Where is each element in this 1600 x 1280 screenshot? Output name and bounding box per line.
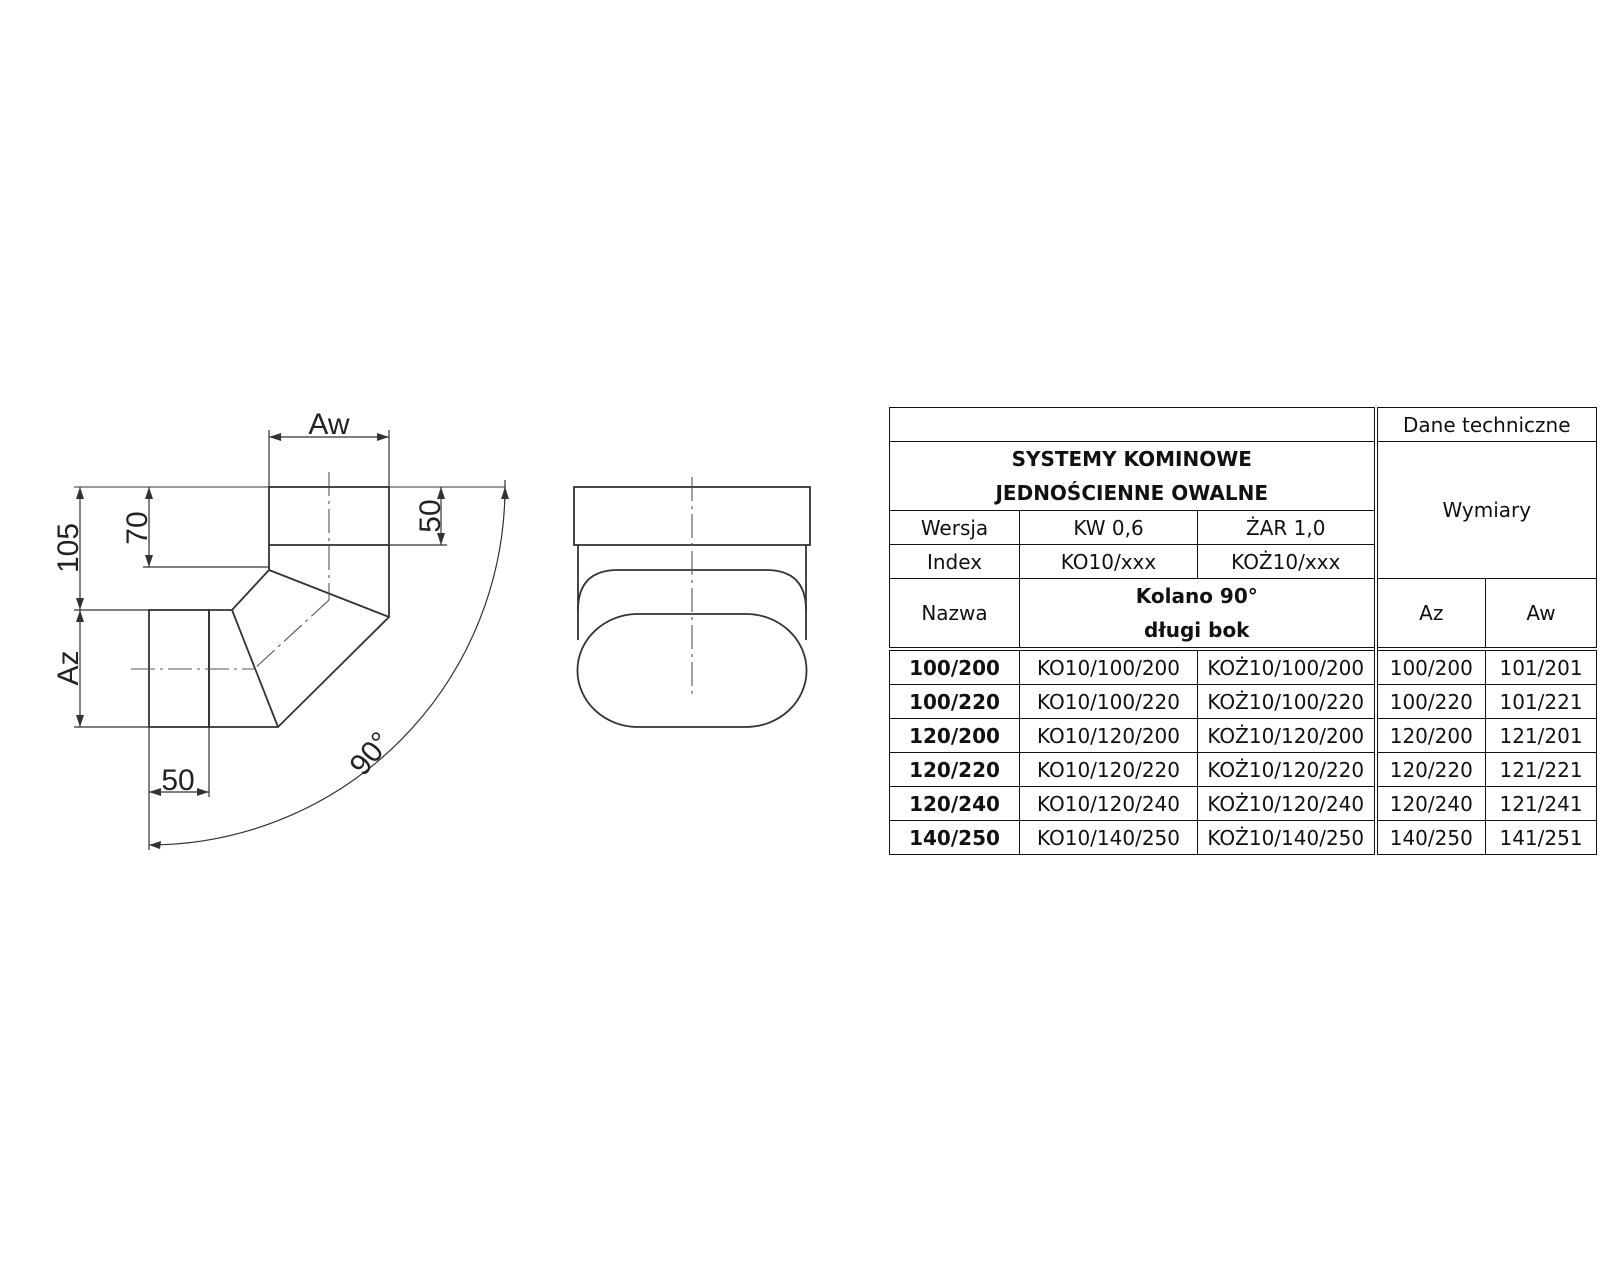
row-index-kw: KO10/120/240 [1020,787,1198,821]
row-name: 120/240 [890,787,1020,821]
table-row [890,787,1597,821]
product-name-line-2: długi bok [1144,618,1250,642]
row-az: 100/200 [1376,649,1486,685]
table-row [890,821,1597,855]
row-index-zar: KOŻ10/100/200 [1198,649,1376,685]
product-name [1020,579,1376,650]
row-name: 120/200 [890,719,1020,753]
index-label: Index [890,545,1020,579]
dim-label-aw: Aw [308,408,350,441]
dim-label-105: 105 [52,522,85,574]
centre-lines [131,472,329,669]
dim-label-50-inlet: 50 [161,764,195,797]
row-aw: 121/201 [1486,719,1597,753]
table-row [890,753,1597,787]
column-header-az: Az [1376,579,1486,650]
name-row [890,579,1597,650]
version-kw: KW 0,6 [1020,511,1198,545]
row-index-kw: KO10/120/220 [1020,753,1198,787]
row-az: 140/250 [1376,821,1486,855]
dim-label-az: Az [52,650,85,686]
row-az: 120/220 [1376,753,1486,787]
row-index-kw: KO10/140/250 [1020,821,1198,855]
index-kw: KO10/xxx [1020,545,1198,579]
row-index-kw: KO10/100/200 [1020,649,1198,685]
product-name-line-1: Kolano 90° [1135,584,1258,608]
dimensions-label: Wymiary [1376,442,1597,579]
table-header-blank [890,408,1376,442]
row-index-zar: KOŻ10/120/240 [1198,787,1376,821]
row-name: 100/220 [890,685,1020,719]
dim-label-angle: 90° [343,725,398,782]
table-row [890,719,1597,753]
name-label: Nazwa [890,579,1020,650]
row-index-kw: KO10/120/200 [1020,719,1198,753]
table-header-technical-data: Dane techniczne [1376,408,1597,442]
elbow-body-outline [209,545,389,727]
table-title [890,442,1376,511]
row-aw: 101/221 [1486,685,1597,719]
row-aw: 101/201 [1486,649,1597,685]
row-az: 100/220 [1376,685,1486,719]
table-header-row [890,408,1597,442]
row-index-zar: KOŻ10/100/220 [1198,685,1376,719]
version-zar: ŻAR 1,0 [1198,511,1376,545]
row-index-kw: KO10/100/220 [1020,685,1198,719]
row-index-zar: KOŻ10/140/250 [1198,821,1376,855]
table-row [890,649,1597,685]
elbow-side-view [149,487,389,727]
row-index-zar: KOŻ10/120/220 [1198,753,1376,787]
index-zar: KOŻ10/xxx [1198,545,1376,579]
table-row [890,685,1597,719]
row-aw: 121/221 [1486,753,1597,787]
row-az: 120/200 [1376,719,1486,753]
row-aw: 121/241 [1486,787,1597,821]
table-title-line-2: JEDNOŚCIENNE OWALNE [995,481,1269,505]
table-title-line-1: SYSTEMY KOMINOWE [1011,447,1252,471]
row-aw: 141/251 [1486,821,1597,855]
dimension-arrows [76,433,509,849]
table-title-row [890,442,1597,511]
row-name: 100/200 [890,649,1020,685]
row-az: 120/240 [1376,787,1486,821]
specification-table [889,407,1597,855]
row-name: 120/220 [890,753,1020,787]
elbow-segment-seam-1 [232,610,278,727]
dim-label-50-outlet: 50 [414,499,447,533]
row-index-zar: KOŻ10/120/200 [1198,719,1376,753]
row-name: 140/250 [890,821,1020,855]
version-label: Wersja [890,511,1020,545]
column-header-aw: Aw [1486,579,1597,650]
dim-label-70: 70 [121,511,154,545]
